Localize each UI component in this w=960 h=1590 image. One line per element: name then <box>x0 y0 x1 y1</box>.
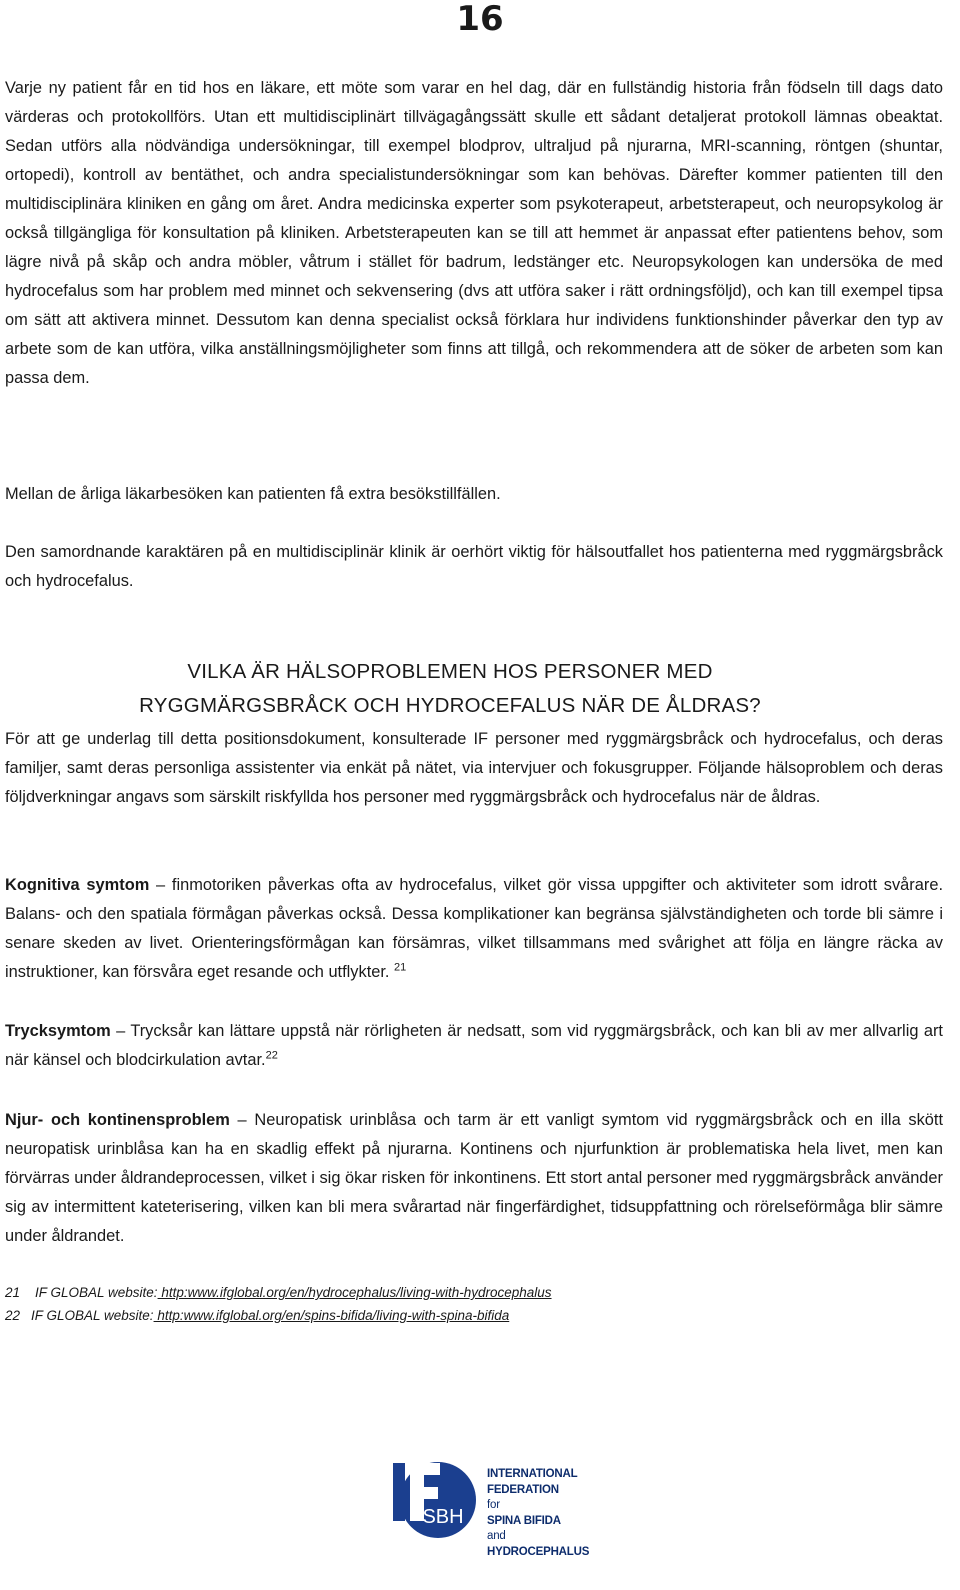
logo-line: INTERNATIONAL <box>487 1468 578 1480</box>
logo-line: FEDERATION <box>487 1483 559 1496</box>
heading-line-1: VILKA ÄR HÄLSOPROBLEMEN HOS PERSONER MED <box>187 660 713 683</box>
heading-line-2: RYGGMÄRGSBRÅCK OCH HYDROCEFALUS NÄR DE ÅLDRAS? <box>139 694 761 717</box>
logo-line: SPINA BIFIDA <box>487 1514 561 1527</box>
logo-wordmark <box>487 1467 589 1560</box>
paragraph-cognitive <box>5 871 943 987</box>
paragraph-visit: Varje ny patient får en tid hos en läkare, ett möte som varar en hel dag, där en fullständig historia från födseln till dags dato värderas och protokollförs. Utan ett multidisciplinärt tillvägagångssätt skulle ett sådant detaljerat protokoll lämnas obeaktat. Sedan utförs alla nödvändiga undersökningar, till exempel blodprov, ultraljud på njurarna, MRI-scanning, röntgen (shuntar, ortopedi), kontroll av bentäthet, och andra specialistundersökningar som kan behövas. Därefter kommer patienten till den multidisciplinära kliniken en gång om året. Andra medicinska experter som psykoterapeut, arbetsterapeut, och neuropsykolog är också tillgängliga för konsultation på kliniken. Arbetsterapeuten kan se till att hemmet är anpassat efter patientens behov, som lägre nivå på skåp och andra möbler, våtrum i stället för badrum, ledstänger etc. Neuropsykologen kan undersöka de med hydrocefalus som har problem med minnet och sekvensering (dvs att utföra saker i rätt ordningsföljd), och kan till exempel tipsa om sätt att aktivera minnet. Dessutom kan denna specialist också förklara hur individens funktionshinder påverkar den typ av arbete som de kan utföra, vilka anställningsmöjligheter som finns att tillgå, och rekommendera att de söker de arbeten som kan passa dem. <box>5 79 943 387</box>
term-cognitive: Kognitiva symtom <box>5 876 150 894</box>
footnote-link[interactable]: http:www.ifglobal.org/en/spins-bifida/living-with-spina-bifida <box>153 1308 510 1323</box>
text-kidney: Neuropatisk urinblåsa och tarm är ett vanligt symtom vid ryggmärgsbråck och en illa skött neuropatisk urinblåsa kan ha en skadlig effekt på njurarna. Kontinens och njurfunktion är problematiska hela livet, men kan förvärras under åldrandeprocessen, vilket i sig ökar risken för inkontinens. Ett stort antal personer med ryggmärgsbråck använder sig av intermittent kateterisering, vilken kan bli mera svårartad när fingerfärdighet, tidsuppfattning och rörelseförmåga blir sämre under åldrandet. <box>5 1111 943 1245</box>
ref-22: 22 <box>265 1049 278 1062</box>
ifsbh-logo-mark <box>390 1447 482 1557</box>
logo-abbr: SBH <box>422 1506 464 1528</box>
footnote-number: 22 <box>5 1308 21 1323</box>
paragraph-pressure <box>5 1017 943 1075</box>
paragraph-intro: För att ge underlag till detta positionsdokument, konsulterade IF personer med ryggmärgsbråck och hydrocefalus, och deras familjer, samt deras personliga assistenter via enkät på nätet, via intervjuer och fokusgrupper. Följande hälsoproblem och deras följdverkningar angavs som särskilt riskfyllda hos personer med ryggmärgsbråck och hydrocefalus när de åldras. <box>5 730 943 806</box>
ref-21: 21 <box>394 961 407 974</box>
term-pressure: Trycksymtom <box>5 1022 111 1040</box>
page-number: 16 <box>456 0 504 39</box>
logo-line: and <box>487 1530 506 1542</box>
footnote-link[interactable]: http:www.ifglobal.org/en/hydrocephalus/living-with-hydrocephalus <box>157 1285 552 1300</box>
paragraph-extra-visits: Mellan de årliga läkarbesöken kan patienten få extra besökstillfällen. <box>5 485 501 503</box>
footnote-number: 21 <box>5 1285 21 1300</box>
dash-cognitive: – <box>149 876 172 894</box>
logo-line: for <box>487 1499 500 1511</box>
logo-letter-i <box>393 1463 405 1521</box>
ifsbh-logo <box>390 1447 590 1565</box>
footnote-label: IF GLOBAL website: <box>35 1285 158 1300</box>
paragraph-coordination: Den samordnande karaktären på en multidisciplinär klinik är oerhört viktig för hälsoutfallet hos patienterna med ryggmärgsbråck och hydrocefalus. <box>5 543 943 590</box>
footnote-label: IF GLOBAL website: <box>31 1308 154 1323</box>
term-kidney: Njur- och kontinensproblem <box>5 1111 230 1129</box>
logo-line: HYDROCEPHALUS <box>487 1545 590 1558</box>
section-heading <box>0 655 900 723</box>
footnote-22 <box>5 1307 509 1325</box>
paragraph-kidney <box>5 1106 943 1251</box>
dash-pressure: – <box>110 1022 131 1040</box>
text-pressure: Trycksår kan lättare uppstå när rörligheten är nedsatt, som vid ryggmärgsbråck, och kan bli av mer allvarlig art när känsel och blodcirkulation avtar. <box>5 1022 943 1069</box>
text-cognitive: finmotoriken påverkas ofta av hydrocefalus, vilket gör vissa uppgifter och aktiviteter som idrott svårare. Balans- och den spatiala förmågan påverkas också. Dessa komplikationer kan begränsa självständigheten och torde bli sämre i senare skeden av livet. Orienteringsförmågan kan försämras, vilket tillsammans med svårighet att följa en längre räcka av instruktioner, kan försvåra eget resande och utflykter. <box>5 876 943 981</box>
dash-kidney: – <box>229 1111 255 1129</box>
footnote-21 <box>5 1284 552 1302</box>
